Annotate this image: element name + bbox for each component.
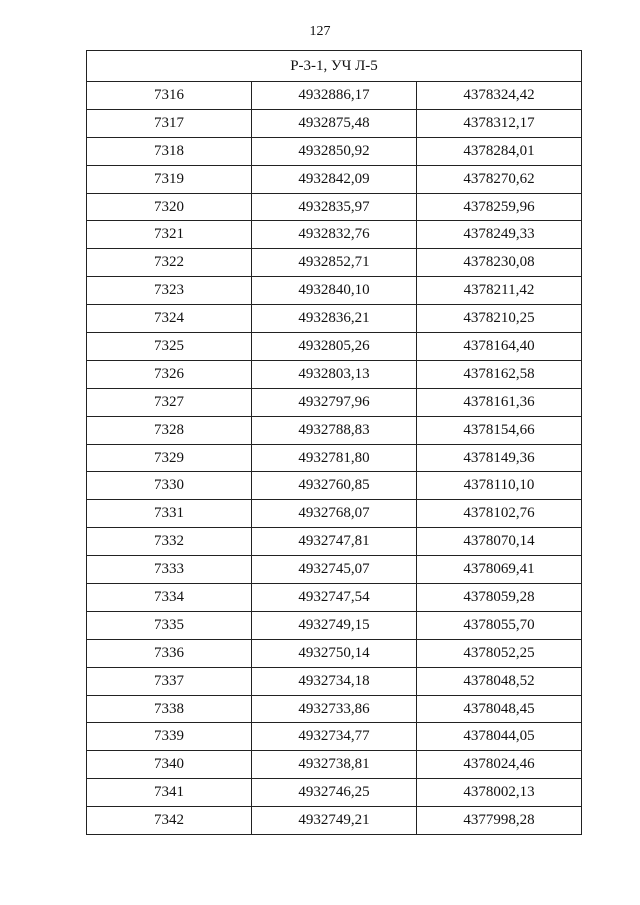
- y-coordinate-cell: 4378270,62: [417, 165, 582, 193]
- x-coordinate-cell: 4932750,14: [252, 639, 417, 667]
- y-coordinate-cell: 4378210,25: [417, 305, 582, 333]
- y-coordinate-cell: 4378164,40: [417, 333, 582, 361]
- y-coordinate-cell: 4378052,25: [417, 639, 582, 667]
- table-row: [87, 360, 582, 388]
- table-row: [87, 277, 582, 305]
- x-coordinate-cell: 4932805,26: [252, 333, 417, 361]
- x-coordinate-cell: 4932746,25: [252, 779, 417, 807]
- table-row: [87, 528, 582, 556]
- table-body: [87, 82, 582, 835]
- point-number-cell: 7332: [87, 528, 252, 556]
- x-coordinate-cell: 4932733,86: [252, 695, 417, 723]
- x-coordinate-cell: 4932749,21: [252, 807, 417, 835]
- y-coordinate-cell: 4378259,96: [417, 193, 582, 221]
- point-number-cell: 7316: [87, 82, 252, 110]
- point-number-cell: 7317: [87, 109, 252, 137]
- x-coordinate-cell: 4932875,48: [252, 109, 417, 137]
- y-coordinate-cell: 4378284,01: [417, 137, 582, 165]
- x-coordinate-cell: 4932836,21: [252, 305, 417, 333]
- point-number-cell: 7334: [87, 584, 252, 612]
- x-coordinate-cell: 4932852,71: [252, 249, 417, 277]
- point-number-cell: 7337: [87, 667, 252, 695]
- y-coordinate-cell: 4378110,10: [417, 472, 582, 500]
- x-coordinate-cell: 4932803,13: [252, 360, 417, 388]
- y-coordinate-cell: 4378249,33: [417, 221, 582, 249]
- table-row: [87, 333, 582, 361]
- y-coordinate-cell: 4378162,58: [417, 360, 582, 388]
- table-row: [87, 165, 582, 193]
- x-coordinate-cell: 4932832,76: [252, 221, 417, 249]
- point-number-cell: 7338: [87, 695, 252, 723]
- x-coordinate-cell: 4932835,97: [252, 193, 417, 221]
- y-coordinate-cell: 4378102,76: [417, 500, 582, 528]
- point-number-cell: 7336: [87, 639, 252, 667]
- table-row: [87, 611, 582, 639]
- point-number-cell: 7341: [87, 779, 252, 807]
- y-coordinate-cell: 4378154,66: [417, 416, 582, 444]
- point-number-cell: 7339: [87, 723, 252, 751]
- x-coordinate-cell: 4932781,80: [252, 444, 417, 472]
- y-coordinate-cell: 4378055,70: [417, 611, 582, 639]
- table-row: [87, 305, 582, 333]
- table-row: [87, 221, 582, 249]
- point-number-cell: 7322: [87, 249, 252, 277]
- point-number-cell: 7333: [87, 556, 252, 584]
- x-coordinate-cell: 4932842,09: [252, 165, 417, 193]
- y-coordinate-cell: 4378024,46: [417, 751, 582, 779]
- x-coordinate-cell: 4932747,54: [252, 584, 417, 612]
- table-row: [87, 388, 582, 416]
- table-row: [87, 416, 582, 444]
- y-coordinate-cell: 4378069,41: [417, 556, 582, 584]
- x-coordinate-cell: 4932734,18: [252, 667, 417, 695]
- table-row: [87, 695, 582, 723]
- table-row: [87, 137, 582, 165]
- table-header-row: [87, 51, 582, 82]
- point-number-cell: 7329: [87, 444, 252, 472]
- table-row: [87, 667, 582, 695]
- coordinates-table: [86, 50, 582, 835]
- table-row: [87, 779, 582, 807]
- table-row: [87, 82, 582, 110]
- page-number: 127: [309, 24, 331, 39]
- table-row: [87, 249, 582, 277]
- table-row: [87, 193, 582, 221]
- point-number-cell: 7327: [87, 388, 252, 416]
- point-number-cell: 7326: [87, 360, 252, 388]
- x-coordinate-cell: 4932760,85: [252, 472, 417, 500]
- y-coordinate-cell: 4378070,14: [417, 528, 582, 556]
- x-coordinate-cell: 4932745,07: [252, 556, 417, 584]
- point-number-cell: 7325: [87, 333, 252, 361]
- y-coordinate-cell: 4378048,45: [417, 695, 582, 723]
- y-coordinate-cell: 4378059,28: [417, 584, 582, 612]
- table-row: [87, 109, 582, 137]
- table-row: [87, 584, 582, 612]
- point-number-cell: 7321: [87, 221, 252, 249]
- table-row: [87, 807, 582, 835]
- point-number-cell: 7318: [87, 137, 252, 165]
- point-number-cell: 7342: [87, 807, 252, 835]
- x-coordinate-cell: 4932747,81: [252, 528, 417, 556]
- point-number-cell: 7323: [87, 277, 252, 305]
- table-row: [87, 556, 582, 584]
- x-coordinate-cell: 4932886,17: [252, 82, 417, 110]
- y-coordinate-cell: 4378002,13: [417, 779, 582, 807]
- x-coordinate-cell: 4932850,92: [252, 137, 417, 165]
- x-coordinate-cell: 4932738,81: [252, 751, 417, 779]
- y-coordinate-cell: 4377998,28: [417, 807, 582, 835]
- table-row: [87, 500, 582, 528]
- point-number-cell: 7335: [87, 611, 252, 639]
- y-coordinate-cell: 4378230,08: [417, 249, 582, 277]
- table-row: [87, 723, 582, 751]
- x-coordinate-cell: 4932797,96: [252, 388, 417, 416]
- x-coordinate-cell: 4932788,83: [252, 416, 417, 444]
- table-row: [87, 639, 582, 667]
- x-coordinate-cell: 4932734,77: [252, 723, 417, 751]
- table-row: [87, 444, 582, 472]
- point-number-cell: 7340: [87, 751, 252, 779]
- point-number-cell: 7328: [87, 416, 252, 444]
- table-row: [87, 472, 582, 500]
- x-coordinate-cell: 4932749,15: [252, 611, 417, 639]
- point-number-cell: 7320: [87, 193, 252, 221]
- table-header: Р-3-1, УЧ Л-5: [87, 51, 582, 82]
- point-number-cell: 7330: [87, 472, 252, 500]
- table-row: [87, 751, 582, 779]
- y-coordinate-cell: 4378161,36: [417, 388, 582, 416]
- y-coordinate-cell: 4378211,42: [417, 277, 582, 305]
- point-number-cell: 7331: [87, 500, 252, 528]
- point-number-cell: 7324: [87, 305, 252, 333]
- point-number-cell: 7319: [87, 165, 252, 193]
- y-coordinate-cell: 4378044,05: [417, 723, 582, 751]
- y-coordinate-cell: 4378312,17: [417, 109, 582, 137]
- y-coordinate-cell: 4378048,52: [417, 667, 582, 695]
- x-coordinate-cell: 4932768,07: [252, 500, 417, 528]
- y-coordinate-cell: 4378324,42: [417, 82, 582, 110]
- x-coordinate-cell: 4932840,10: [252, 277, 417, 305]
- y-coordinate-cell: 4378149,36: [417, 444, 582, 472]
